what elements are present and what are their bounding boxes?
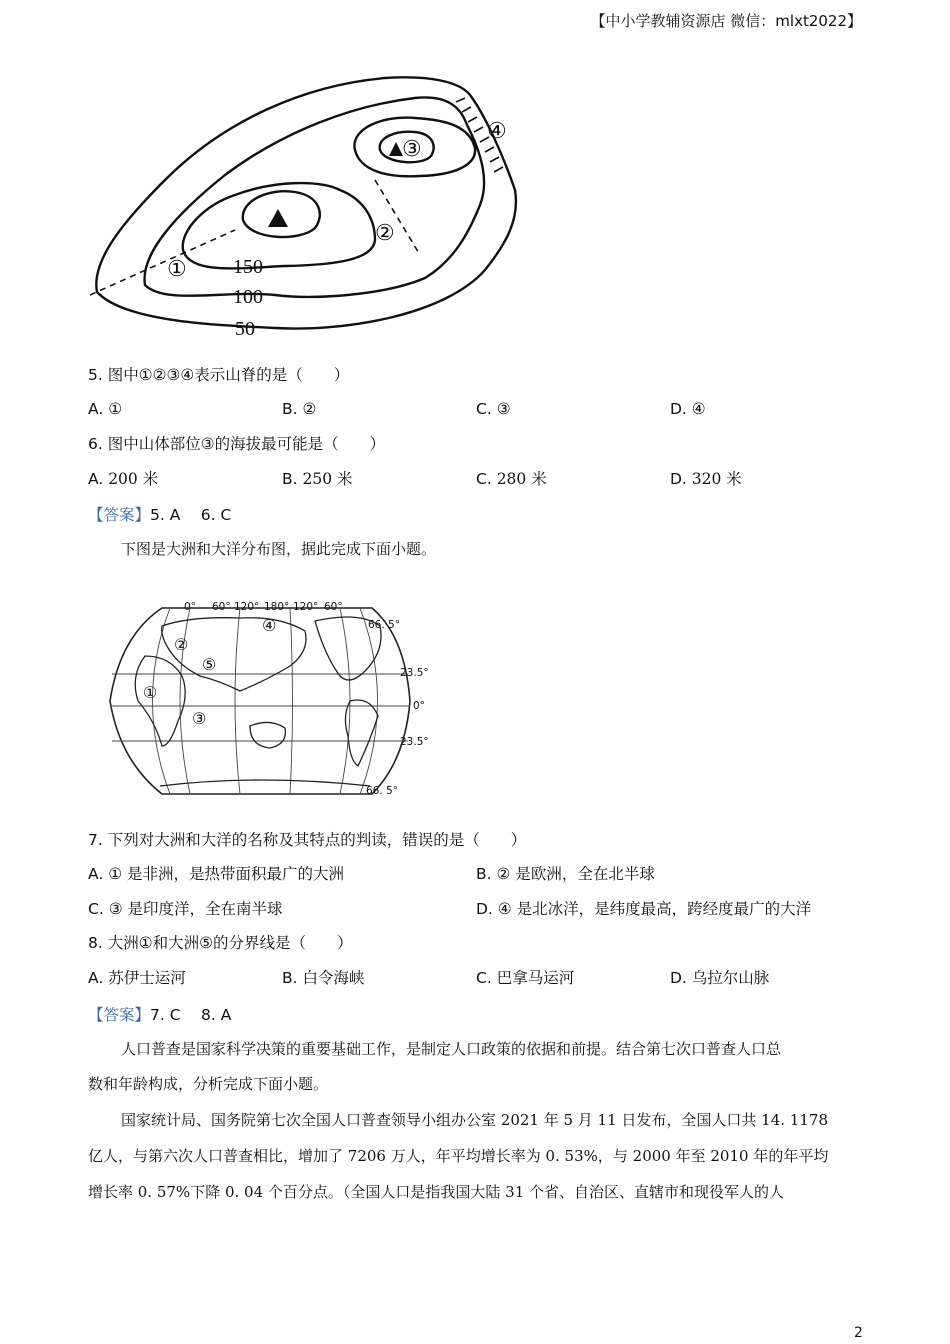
lon-label-120: 120°	[234, 601, 260, 613]
contour-50	[96, 77, 516, 328]
map-label-4: ④	[262, 616, 277, 635]
q7-option-a: A. ① 是非洲，是热带面积最广的大洲	[88, 865, 345, 883]
contour-label-50: 50	[235, 318, 255, 340]
q5-option-b: B. ②	[282, 400, 317, 418]
lat-label-23-5n: 23.5°	[400, 667, 429, 679]
label-1: ①	[167, 257, 187, 282]
header-watermark: 【中小学教辅资源店 微信：mlxt2022】	[590, 12, 862, 30]
landmasses	[135, 617, 381, 786]
contour-summit-1	[243, 191, 320, 237]
map-label-2: ②	[174, 635, 189, 654]
label-3: ③	[402, 137, 422, 162]
label-4: ④	[487, 119, 507, 144]
map-label-3: ③	[192, 709, 207, 728]
q8-option-a: A. 苏伊士运河	[88, 969, 186, 987]
intro3-line-4: 亿人，与第六次人口普查相比，增加了 7206 万人，年平均增长率为 0. 53%，与 2000 年至 2010 年的年平均	[88, 1147, 829, 1165]
summit-triangle-3	[389, 142, 403, 156]
intro3-line-1: 人口普查是国家科学决策的重要基础工作，是制定人口政策的依据和前提。结合第七次口普查人口总	[121, 1040, 782, 1058]
q8-option-d: D. 乌拉尔山脉	[670, 969, 770, 987]
intro3-line-3: 国家统计局、国务院第七次全国人口普查领导小组办公室 2021 年 5 月 11 日发布，全国人口共 14. 1178	[121, 1111, 828, 1129]
q5-option-a: A. ①	[88, 400, 123, 418]
contour-label-150: 150	[233, 256, 263, 278]
australia-shape	[250, 722, 285, 748]
lon-label-0: 0°	[184, 601, 196, 613]
lon-label-60: 60°	[212, 601, 231, 613]
lat-label-66-5n: 66. 5°	[368, 619, 400, 631]
q7-stem: 7. 下列对大洲和大洋的名称及其特点的判读，错误的是（ ）	[88, 831, 527, 849]
q6-option-d: D. 320 米	[670, 470, 742, 488]
lon-label-120w: 120°	[293, 601, 319, 613]
lat-label-23-5s: 23.5°	[400, 736, 429, 748]
lon-label-180: 180°	[264, 601, 290, 613]
lat-label-0: 0°	[413, 700, 425, 712]
q5-option-c: C. ③	[476, 400, 511, 418]
answer-5-6: 【答案】5. A 6. C	[88, 506, 232, 524]
q5-stem: 5. 图中①②③④表示山脊的是（ ）	[88, 366, 350, 384]
antarctica-shape	[160, 780, 370, 786]
q5-option-d: D. ④	[670, 400, 706, 418]
map-label-1: ①	[143, 683, 158, 702]
q6-option-c: C. 280 米	[476, 470, 547, 488]
q8-stem: 8. 大洲①和大洲⑤的分界线是（ ）	[88, 934, 353, 952]
label-2: ②	[375, 221, 395, 246]
lat-label-66-5s: 66. 5°	[366, 785, 398, 797]
q6-option-b: B. 250 米	[282, 470, 353, 488]
world-map	[100, 596, 445, 801]
answer-7-8: 【答案】7. C 8. A	[88, 1006, 232, 1024]
contour-100	[145, 97, 485, 296]
q7-option-c: C. ③ 是印度洋，全在南半球	[88, 900, 283, 918]
ridge-line-dashed	[90, 230, 235, 295]
q7-option-b: B. ② 是欧洲，全在北半球	[476, 865, 655, 883]
intro3-line-5: 增长率 0. 57%下降 0. 04 个百分点。（全国人口是指我国大陆 31 个省、自治区、直辖市和现役军人的人	[88, 1183, 785, 1201]
page-number: 2	[854, 1325, 863, 1341]
intro-world-map: 下图是大洲和大洋分布图，据此完成下面小题。	[121, 540, 437, 558]
q6-stem: 6. 图中山体部位③的海拔最可能是（ ）	[88, 435, 386, 453]
q7-option-d: D. ④ 是北冰洋，是纬度最高，跨经度最广的大洋	[476, 900, 812, 918]
summit-triangle-1	[268, 209, 288, 227]
q8-option-b: B. 白令海峡	[282, 969, 365, 987]
lon-label-60w: 60°	[324, 601, 343, 613]
intro3-line-2: 数和年龄构成，分析完成下面小题。	[88, 1075, 329, 1093]
q6-option-a: A. 200 米	[88, 470, 159, 488]
map-label-5: ⑤	[202, 655, 217, 674]
contour-label-100: 100	[233, 286, 263, 308]
q8-option-c: C. 巴拿马运河	[476, 969, 575, 987]
contour-map	[85, 70, 535, 350]
